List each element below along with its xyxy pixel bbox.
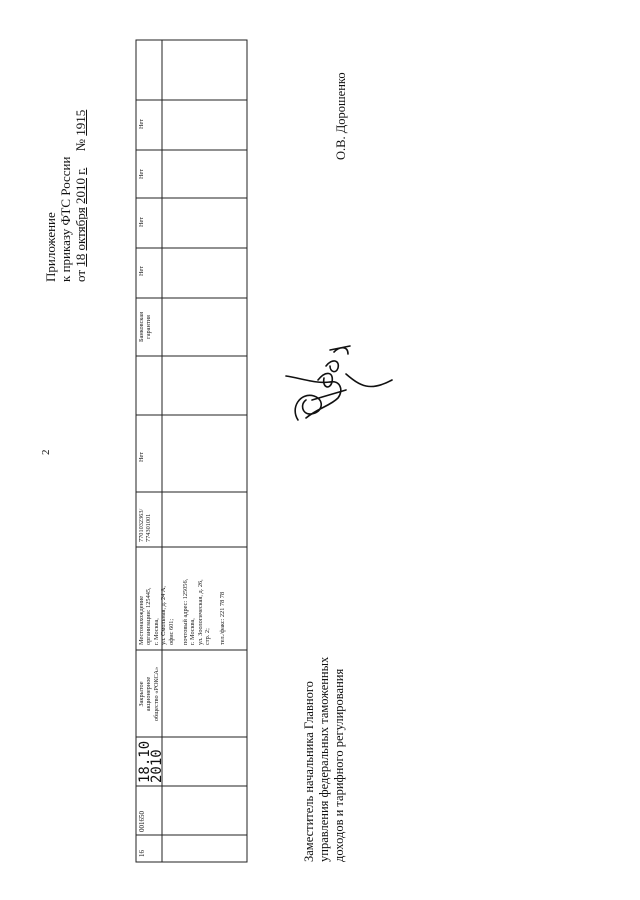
page-number: 2	[40, 449, 52, 455]
signature-stroke	[346, 374, 392, 387]
cell-date-line-2: 2010	[149, 749, 165, 783]
org-name-line: Закрытое	[138, 681, 145, 707]
org-name-line: общество «РОКСА»	[152, 666, 160, 722]
signatory-title-line: управления федеральных таможенных	[317, 656, 331, 862]
address-line: стр. 2;	[204, 628, 212, 645]
address-line: ул. Смольная, д. 24 А,	[160, 586, 168, 645]
address-line: почтовый адрес: 125056,	[182, 578, 190, 645]
guarantee-line: гарантия	[145, 315, 153, 339]
address-line: тел./факс: 221 78 78	[218, 591, 226, 645]
date-day: 18	[73, 253, 88, 267]
address-line: организации: 125445,	[145, 587, 153, 645]
address-line: офис 601;	[167, 618, 175, 645]
address-line: г. Москва,	[152, 618, 160, 645]
address-line: Местонахождение	[138, 595, 145, 645]
address-line: ул. Зоологическая, д. 26,	[196, 579, 204, 645]
signature-stroke	[312, 390, 346, 400]
cell-date-line-1: 18.10	[137, 740, 153, 783]
signatory-title-line: доходов и тарифного регулирования	[332, 668, 346, 862]
cell-no: Нет	[138, 451, 145, 462]
cell-no-2: Нет	[138, 216, 145, 227]
cell-no-4: Нет	[138, 118, 145, 129]
cell-index: 16	[138, 850, 146, 857]
signatory-name: О.В. Дорошенко	[334, 72, 348, 160]
signature-stroke	[326, 361, 338, 372]
number-sign: №	[73, 138, 88, 152]
signature-stroke	[330, 346, 350, 354]
cell-no-3: Нет	[138, 168, 145, 179]
signature-stroke	[318, 373, 332, 387]
signatory-title-line: Заместитель начальника Главного	[302, 681, 316, 862]
cell-reg-number: 001650	[138, 811, 146, 832]
org-name-line: акционерное	[145, 676, 153, 712]
date-suffix: г.	[73, 167, 88, 175]
appendix-line-1: Приложение	[43, 212, 58, 282]
kpp-line: 774301001	[145, 513, 153, 542]
address-line: г. Москва,	[189, 618, 197, 645]
date-month: октября	[73, 207, 88, 251]
order-number: 1915	[73, 109, 88, 136]
date-year: 2010	[73, 178, 88, 204]
inn-line: 7701032363/	[138, 508, 145, 542]
appendix-line-2: к приказу ФТС России	[58, 156, 73, 282]
guarantee-line: Банковская	[138, 311, 145, 343]
date-prefix: от	[73, 269, 88, 282]
cell-no-1: Нет	[138, 265, 145, 276]
